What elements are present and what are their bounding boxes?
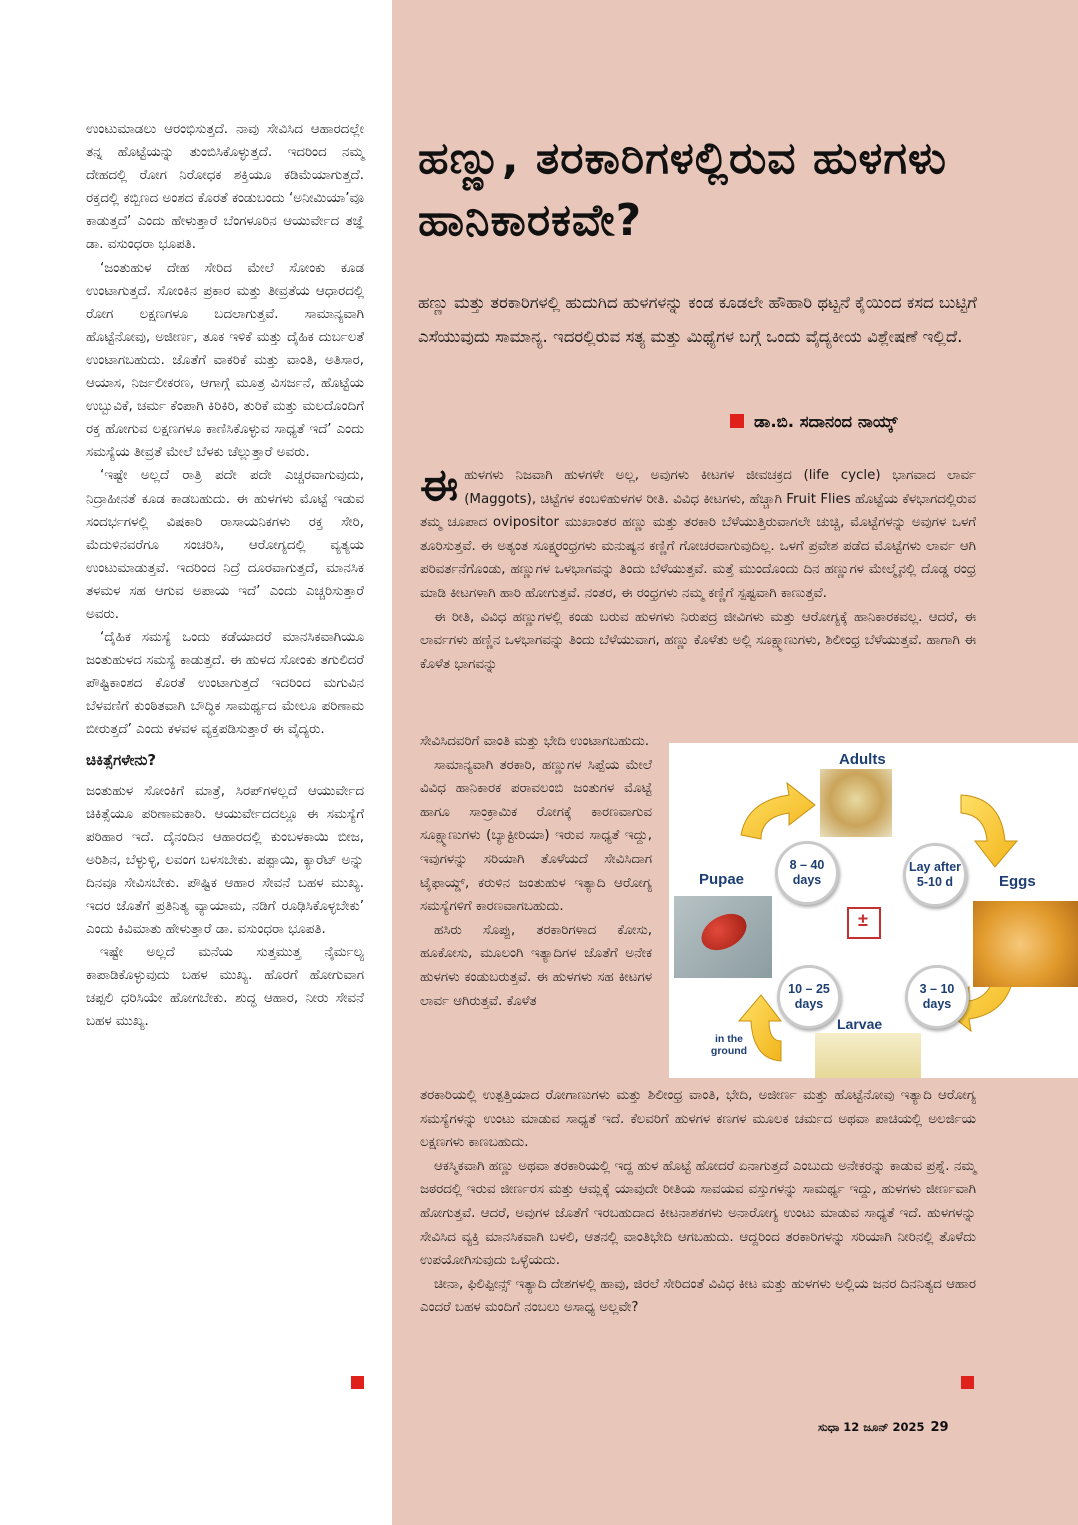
page-number: 29 <box>930 1420 949 1435</box>
body-paragraph: ಸೇವಿಸಿದವರಿಗೆ ವಾಂತಿ ಮತ್ತು ಭೇದಿ ಉಂಟಾಗಬಹುದು. <box>420 734 649 749</box>
page-footer <box>818 1420 949 1435</box>
left-paragraph: ಇಷ್ಟೇ ಅಲ್ಲದೆ ಮನೆಯ ಸುತ್ತಮುತ್ತ ನೈರ್ಮಲ್ಯ ಕಾಪಾಡಿಕೊಳ್ಳುವುದು ಬಹಳ ಮುಖ್ಯ. ಹೊರಗೆ ಹೋಗುವಾಗ ಚಪ್ಪಲಿ ಧರಿಸಿಯೇ ಹೋಗಬೇಕು. ಶುದ್ಧ ಆಹಾರ, ನೀರು ಸೇವನೆ ಬಹಳ ಮುಖ್ಯ. <box>86 945 364 1030</box>
article-intro: ಹಣ್ಣು ಮತ್ತು ತರಕಾರಿಗಳಲ್ಲಿ ಹುದುಗಿದ ಹುಳಗಳನ್ನು ಕಂಡ ಕೂಡಲೇ ಹೌಹಾರಿ ಥಟ್ಟನೆ ಕೈಯಿಂದ ಕಸದ ಬುಟ್ಟಿಗೆ ಎಸೆಯುವುದು ಸಾಮಾನ್ಯ. ಇದರಲ್ಲಿರುವ ಸತ್ಯ ಮತ್ತು ಮಿಥ್ಯೆಗಳ ಬಗ್ಗೆ ಒಂದು ವೈದ್ಯಕೀಯ ವಿಶ್ಲೇಷಣೆ ಇಲ್ಲಿದೆ. <box>418 293 977 346</box>
label-pupae: Pupae <box>699 871 745 888</box>
left-paragraph: ‘ಜಂತುಹುಳ ದೇಹ ಸೇರಿದ ಮೇಲೆ ಸೋಂಕು ಕೂಡ ಉಂಟಾಗುತ್ತದೆ. ಸೋಂಕಿನ ಪ್ರಕಾರ ಮತ್ತು ತೀವ್ರತೆಯ ಆಧಾರದಲ್ಲಿ ರೋಗ ಲಕ್ಷಣಗಳೂ ಬದಲಾಗುತ್ತವೆ. ಸಾಮಾನ್ಯವಾಗಿ ಹೊಟ್ಟೆನೋವು, ಅಜೀರ್ಣ, ತೂಕ ಇಳಿಕೆ ಮತ್ತು ದೈಹಿಕ ದುರ್ಬಲತೆ ಉಂಟಾಗಬಹುದು. ಜೊತೆಗೆ ವಾಕರಿಕೆ ಮತ್ತು ವಾಂತಿ, ಅತಿಸಾರ, ಆಯಾಸ, ನಿರ್ಜಲೀಕರಣ, ಆಗಾಗ್ಗೆ ಮೂತ್ರ ವಿಸರ್ಜನೆ, ಹೊಟ್ಟೆಯ ಉಬ್ಬುವಿಕೆ, ಚರ್ಮ ಕೆಂಪಾಗಿ ಕಿರಿಕಿರಿ, ತುರಿಕೆ ಮತ್ತು ಮಲದೊಂದಿಗೆ ರಕ್ತ ಹೋಗುವ ಲಕ್ಷಣಗಳೂ ಕಾಣಿಸಿಕೊಳ್ಳುವ ಸಾಧ್ಯತೆ ಇದೆ’ ಎಂದು ಸಮಸ್ಯೆಯ ತೀವ್ರತೆ ಮೇಲೆ ಬೆಳಕು ಚೆಲ್ಲುತ್ತಾರೆ ಅವರು. <box>86 260 364 461</box>
author-name: ಡಾ.ಬಿ. ಸದಾನಂದ ನಾಯ್ಕ್ <box>754 412 898 431</box>
end-mark-left <box>351 1376 364 1389</box>
left-paragraph: ಉಂಟುಮಾಡಲು ಆರಂಭಿಸುತ್ತದೆ. ನಾವು ಸೇವಿಸಿದ ಆಹಾರದಲ್ಲೇ ತನ್ನ ಹೊಟ್ಟೆಯನ್ನು ತುಂಬಿಸಿಕೊಳ್ಳುತ್ತದೆ. ಇದರಿಂದ ನಮ್ಮ ದೇಹದಲ್ಲಿ ರೋಗ ನಿರೋಧಕ ಶಕ್ತಿಯೂ ಕಡಿಮೆಯಾಗುತ್ತದೆ. ರಕ್ತದಲ್ಲಿ ಕಬ್ಬಿಣದ ಅಂಶದ ಕೊರತೆ ಕಂಡುಬಂದು ‘ಅನೀಮಿಯಾ’ವೂ ಕಾಡುತ್ತದೆ’ ಎಂದು ಹೇಳುತ್ತಾರೆ ಬೆಂಗಳೂರಿನ ಆಯುರ್ವೇದ ತಜ್ಞೆ ಡಾ. ವಸುಂಧರಾ ಭೂಪತಿ. <box>86 122 364 253</box>
duration-8-40-days: 8 – 40 days <box>775 841 839 905</box>
lay-after-5-10-days: Lay after 5-10 d <box>903 843 967 907</box>
body-paragraph-text: ಹುಳಗಳು ನಿಜವಾಗಿ ಹುಳಗಳೇ ಅಲ್ಲ, ಅವುಗಳು ಕೀಟಗಳ ಜೀವಚಕ್ರದ (life cycle) ಭಾಗವಾದ ಲಾರ್ವ (Maggots), ಚಿಟ್ಟೆಗಳ ಕಂಬಳಿಹುಳಗಳ ರೀತಿ. ವಿವಿಧ ಕೀಟಗಳು, ಹೆಚ್ಚಾಗಿ Fruit Flies ಹೊಟ್ಟೆಯ ಕೆಳಭಾಗದಲ್ಲಿರುವ ತಮ್ಮ ಚೂಪಾದ ovipositor ಮುಖಾಂತರ ಹಣ್ಣು ಮತ್ತು ತರಕಾರಿ ಬೆಳೆಯುತ್ತಿರುವಾಗಲೇ ಚುಚ್ಚಿ, ಮೊಟ್ಟೆಗಳನ್ನು ಅವುಗಳ ಒಳಗೆ ತೂರಿಸುತ್ತವೆ. ಈ ಅತ್ಯಂತ ಸೂಕ್ಷ್ಮರಂಧ್ರಗಳು ಮನುಷ್ಯನ ಕಣ್ಣಿಗೆ ಗೋಚರವಾಗುವುದಿಲ್ಲ. ಒಳಗೆ ಪ್ರವೇಶ ಪಡೆದ ಮೊಟ್ಟೆಗಳು ಲಾರ್ವ ಆಗಿ ಪರಿವರ್ತನೆಗೊಂಡು, ಹಣ್ಣುಗಳ ಒಳಭಾಗವನ್ನು ತಿಂದು ಬೆಳೆಯುತ್ತವೆ. ಮತ್ತೆ ಮುಂದೊಂದು ದಿನ ಹಣ್ಣುಗಳ ಮೇಲ್ಮೈನಲ್ಲಿ ದೊಡ್ಡ ರಂಧ್ರ ಮಾಡಿ ಕೀಟಗಳಾಗಿ ಹಾರಿ ಹೋಗುತ್ತವೆ. ನಂತರ, ಈ ರಂಧ್ರಗಳು ನಮ್ಮ ಕಣ್ಣಿಗೆ ಸ್ಪಷ್ಟವಾಗಿ ಕಾಣುತ್ತವೆ. <box>420 468 976 601</box>
label-in-the-ground: in the ground <box>710 1033 748 1057</box>
body-paragraph: ಚೀನಾ, ಫಿಲಿಪ್ಪೀನ್ಸ್ ಇತ್ಯಾದಿ ದೇಶಗಳಲ್ಲಿ ಹಾವು, ಜಿರಲೆ ಸೇರಿದಂತೆ ವಿವಿಧ ಕೀಟ ಮತ್ತು ಹುಳಗಳು ಅಲ್ಲಿಯ ಜನರ ದಿನನಿತ್ಯದ ಆಹಾರ ಎಂದರೆ ಬಹಳ ಮಂದಿಗೆ ನಂಬಲು ಅಸಾಧ್ಯ ಅಲ್ಲವೇ? <box>420 1276 976 1316</box>
article-body-narrow <box>420 730 652 1013</box>
left-paragraph: ‘ಇಷ್ಟೇ ಅಲ್ಲದೆ ರಾತ್ರಿ ಪದೇ ಪದೇ ಎಚ್ಚರವಾಗುವುದು, ನಿದ್ರಾಹೀನತೆ ಕೂಡ ಕಾಡಬಹುದು. ಈ ಹುಳಗಳು ಮೊಟ್ಟೆ ಇಡುವ ಸಂದರ್ಭಗಳಲ್ಲಿ ವಿಷಕಾರಿ ರಾಸಾಯನಿಕಗಳು ರಕ್ತ ಸೇರಿ, ಮೆದುಳಿನವರೆಗೂ ಸಂಚರಿಸಿ, ಆರೋಗ್ಯದಲ್ಲಿ ವ್ಯತ್ಯಯ ಉಂಟುಮಾಡುತ್ತವೆ. ಇದರಿಂದ ನಿದ್ರೆ ದೂರವಾಗುತ್ತದೆ, ಮಾನಸಿಕ ತಳಮಳ ಸಹ ಆಗುವ ಅಪಾಯ ಇದೆ’ ಎಂದು ಎಚ್ಚರಿಸುತ್ತಾರೆ ಅವರು. <box>86 468 364 622</box>
article-title: ಹಣ್ಣು, ತರಕಾರಿಗಳಲ್ಲಿರುವ ಹುಳಗಳು ಹಾನಿಕಾರಕವೇ? <box>418 133 947 246</box>
fruit-fly-life-cycle-diagram <box>669 743 1078 1078</box>
left-paragraph: ‘ದೈಹಿಕ ಸಮಸ್ಯೆ ಒಂದು ಕಡೆಯಾದರೆ ಮಾನಸಿಕವಾಗಿಯೂ ಜಂತುಹುಳದ ಸಮಸ್ಯೆ ಕಾಡುತ್ತದೆ. ಈ ಹುಳದ ಸೋಂಕು ತಗುಲಿದರೆ ಪೌಷ್ಟಿಕಾಂಶದ ಕೊರತೆ ಉಂಟಾಗುತ್ತದೆ ಇದರಿಂದ ಮಗುವಿನ ಬೆಳವಣಿಗೆ ಕುಂಠಿತವಾಗಿ ಬೌದ್ಧಿಕ ಸಾಮರ್ಥ್ಯದ ಮೇಲೂ ಪರಿಣಾಮ ಬೀರುತ್ತದೆ’ ಎಂದು ಕಳವಳ ವ್ಯಕ್ತಪಡಿಸುತ್ತಾರೆ ಈ ವೈದ್ಯರು. <box>86 630 364 738</box>
left-column <box>86 118 364 1034</box>
byline <box>730 412 980 432</box>
pupae-image <box>674 896 772 978</box>
body-paragraph: ಹಸಿರು ಸೊಪ್ಪು, ತರಕಾರಿಗಳಾದ ಕೋಸು, ಹೂಕೋಸು, ಮೂಲಂಗಿ ಇತ್ಯಾದಿಗಳ ಜೊತೆಗೆ ಅನೇಕ ಹುಳಗಳು ಕಂಡುಬರುತ್ತವೆ. ಈ ಹುಳಗಳು ಸಹ ಕೀಟಗಳ ಲಾರ್ವ ಆಗಿರುತ್ತವೆ. ಕೊಳೆತ <box>420 922 652 1009</box>
left-paragraph: ಜಂತುಹುಳ ಸೋಂಕಿಗೆ ಮಾತ್ರೆ, ಸಿರಪ್‌ಗಳಲ್ಲದೆ ಆಯುರ್ವೇದ ಚಿಕಿತ್ಸೆಯೂ ಪರಿಣಾಮಕಾರಿ. ಆಯುರ್ವೇದದಲ್ಲೂ ಈ ಸಮಸ್ಯೆಗೆ ಪರಿಹಾರ ಇದೆ. ದೈನಂದಿನ ಆಹಾರದಲ್ಲಿ ಕುಂಬಳಕಾಯಿ ಬೀಜ, ಅರಿಶಿನ, ಬೆಳ್ಳುಳ್ಳಿ, ಲವಂಗ ಬಳಸಬೇಕು. ಪಪ್ಪಾಯಿ, ಕ್ಯಾರೆಟ್ ಅನ್ನು ದಿನವೂ ಸೇವಿಸಬೇಕು. ಪೌಷ್ಟಿಕ ಆಹಾರ ಸೇವನೆ ಬಹಳ ಮುಖ್ಯ. ಇದರ ಜೊತೆಗೆ ಪ್ರತಿನಿತ್ಯ ವ್ಯಾಯಾಮ, ನಡಿಗೆ ರೂಢಿಸಿಕೊಳ್ಳಬೇಕು’ ಎಂದು ಕಿವಿಮಾತು ಹೇಳುತ್ತಾರೆ ಡಾ. ವಸುಂಧರಾ ಭೂಪತಿ. <box>86 783 364 938</box>
label-adults: Adults <box>839 751 886 768</box>
duration-10-25-days: 10 – 25 days <box>777 965 841 1029</box>
pupa-shape <box>695 907 752 958</box>
duration-3-10-days: 3 – 10 days <box>905 965 969 1029</box>
body-paragraph: ಆಕಸ್ಮಿಕವಾಗಿ ಹಣ್ಣು ಅಥವಾ ತರಕಾರಿಯಲ್ಲಿ ಇದ್ದ ಹುಳ ಹೊಟ್ಟೆ ಹೋದರೆ ಏನಾಗುತ್ತದೆ ಎಂಬುದು ಅನೇಕರನ್ನು ಕಾಡುವ ಪ್ರಶ್ನೆ. ನಮ್ಮ ಜಠರದಲ್ಲಿ ಇರುವ ಜೀರ್ಣರಸ ಮತ್ತು ಆಮ್ಲಕ್ಕೆ ಯಾವುದೇ ರೀತಿಯ ಸಾವಯವ ವಸ್ತುಗಳನ್ನು ಸಾಮರ್ಥ್ಯ ಇದ್ದು, ಹುಳಗಳು ಜೀರ್ಣವಾಗಿ ಹೋಗುತ್ತವೆ. ಆದರೆ, ಅವುಗಳ ಜೊತೆಗೆ ಇರಬಹುದಾದ ಕೀಟನಾಶಕಗಳು ಅನಾರೋಗ್ಯ ಉಂಟು ಮಾಡುವ ಸಾಧ್ಯತೆ ಇದೆ. ಹುಳಗಳನ್ನು ಸೇವಿಸಿದ ವ್ಯಕ್ತಿ ಮಾನಸಿಕವಾಗಿ ಬಳಲಿ, ಆತನಲ್ಲಿ ವಾಂತಿಭೇದಿ ಆಗಬಹುದು. ಆದ್ದರಿಂದ ತರಕಾರಿಗಳನ್ನು ಸರಿಯಾಗಿ ನೀರಿನಲ್ಲಿ ತೊಳೆದು ಉಪಯೋಗಿಸುವುದು ಒಳ್ಳೆಯದು. <box>420 1158 976 1269</box>
end-mark-right <box>961 1376 974 1389</box>
body-paragraph <box>420 460 976 606</box>
section-heading: ಚಿಕಿತ್ಸೆಗಳೇನು? <box>86 750 157 769</box>
magazine-issue: ಸುಧಾ 12 ಜೂನ್ 2025 <box>818 1420 925 1434</box>
eggs-image <box>973 901 1078 987</box>
label-eggs: Eggs <box>999 873 1036 890</box>
larvae-image <box>815 1033 921 1078</box>
byline-marker <box>730 414 744 428</box>
center-symbol: ± <box>858 910 868 930</box>
drop-cap: ಈ <box>420 460 459 511</box>
body-paragraph: ತರಕಾರಿಯಲ್ಲಿ ಉತ್ಪತ್ತಿಯಾದ ರೋಗಾಣುಗಳು ಮತ್ತು ಶಿಲೀಂಧ್ರ ವಾಂತಿ, ಭೇದಿ, ಅಜೀರ್ಣ ಮತ್ತು ಹೊಟ್ಟೆನೋವು ಇತ್ಯಾದಿ ಆರೋಗ್ಯ ಸಮಸ್ಯೆಗಳನ್ನು ಉಂಟು ಮಾಡುವ ಸಾಧ್ಯತೆ ಇದೆ. ಕೆಲವರಿಗೆ ಹುಳಗಳ ಕಣಗಳ ಮೂಲಕ ಚರ್ಮದ ಅಥವಾ ಪಾಚಿಯಲ್ಲಿ ಅಲರ್ಜಿಯ ಲಕ್ಷಣಗಳು ಕಾಣಬಹುದು. <box>420 1088 976 1151</box>
body-paragraph: ಈ ರೀತಿ, ವಿವಿಧ ಹಣ್ಣುಗಳಲ್ಲಿ ಕಂಡು ಬರುವ ಹುಳಗಳು ನಿರುಪದ್ರ ಜೀವಿಗಳು ಮತ್ತು ಆರೋಗ್ಯಕ್ಕೆ ಹಾನಿಕಾರಕವಲ್ಲ. ಆದರೆ, ಈ ಲಾರ್ವಗಳು ಹಣ್ಣಿನ ಒಳಭಾಗವನ್ನು ತಿಂದು ಬೆಳೆಯುವಾಗ, ಹಣ್ಣು ಕೊಳೆತು ಅಲ್ಲಿ ಸೂಕ್ಷ್ಮಾಣುಗಳು, ಶಿಲೀಂಧ್ರ ಬೆಳೆಯುತ್ತವೆ. ಹಾಗಾಗಿ ಈ ಕೊಳೆತ ಭಾಗವನ್ನು <box>420 609 976 672</box>
body-paragraph: ಸಾಮಾನ್ಯವಾಗಿ ತರಕಾರಿ, ಹಣ್ಣುಗಳ ಸಿಪ್ಪೆಯ ಮೇಲೆ ವಿವಿಧ ಹಾನಿಕಾರಕ ಪರಾವಲಂಬಿ ಜಂತುಗಳ ಮೊಟ್ಟೆ ಹಾಗೂ ಸಾಂಕ್ರಾಮಿಕ ರೋಗಕ್ಕೆ ಕಾರಣವಾಗುವ ಸೂಕ್ಷ್ಮಾಣುಗಳು (ಬ್ಯಾಕ್ಟೀರಿಯಾ) ಇರುವ ಸಾಧ್ಯತೆ ಇದ್ದು, ಇವುಗಳನ್ನು ಸರಿಯಾಗಿ ತೊಳೆಯದೆ ಸೇವಿಸಿದಾಗ ಟೈಫಾಯ್ಡ್, ಕರುಳಿನ ಜಂತುಹುಳ ಇತ್ಯಾದಿ ಆರೋಗ್ಯ ಸಮಸ್ಯೆಗಳಿಗೆ ಕಾರಣವಾಗಬಹುದು. <box>420 757 652 915</box>
adult-fly-image <box>820 769 892 837</box>
article-body-bottom <box>420 1084 976 1320</box>
article-body-top <box>420 460 976 676</box>
label-larvae: Larvae <box>837 1016 883 1032</box>
